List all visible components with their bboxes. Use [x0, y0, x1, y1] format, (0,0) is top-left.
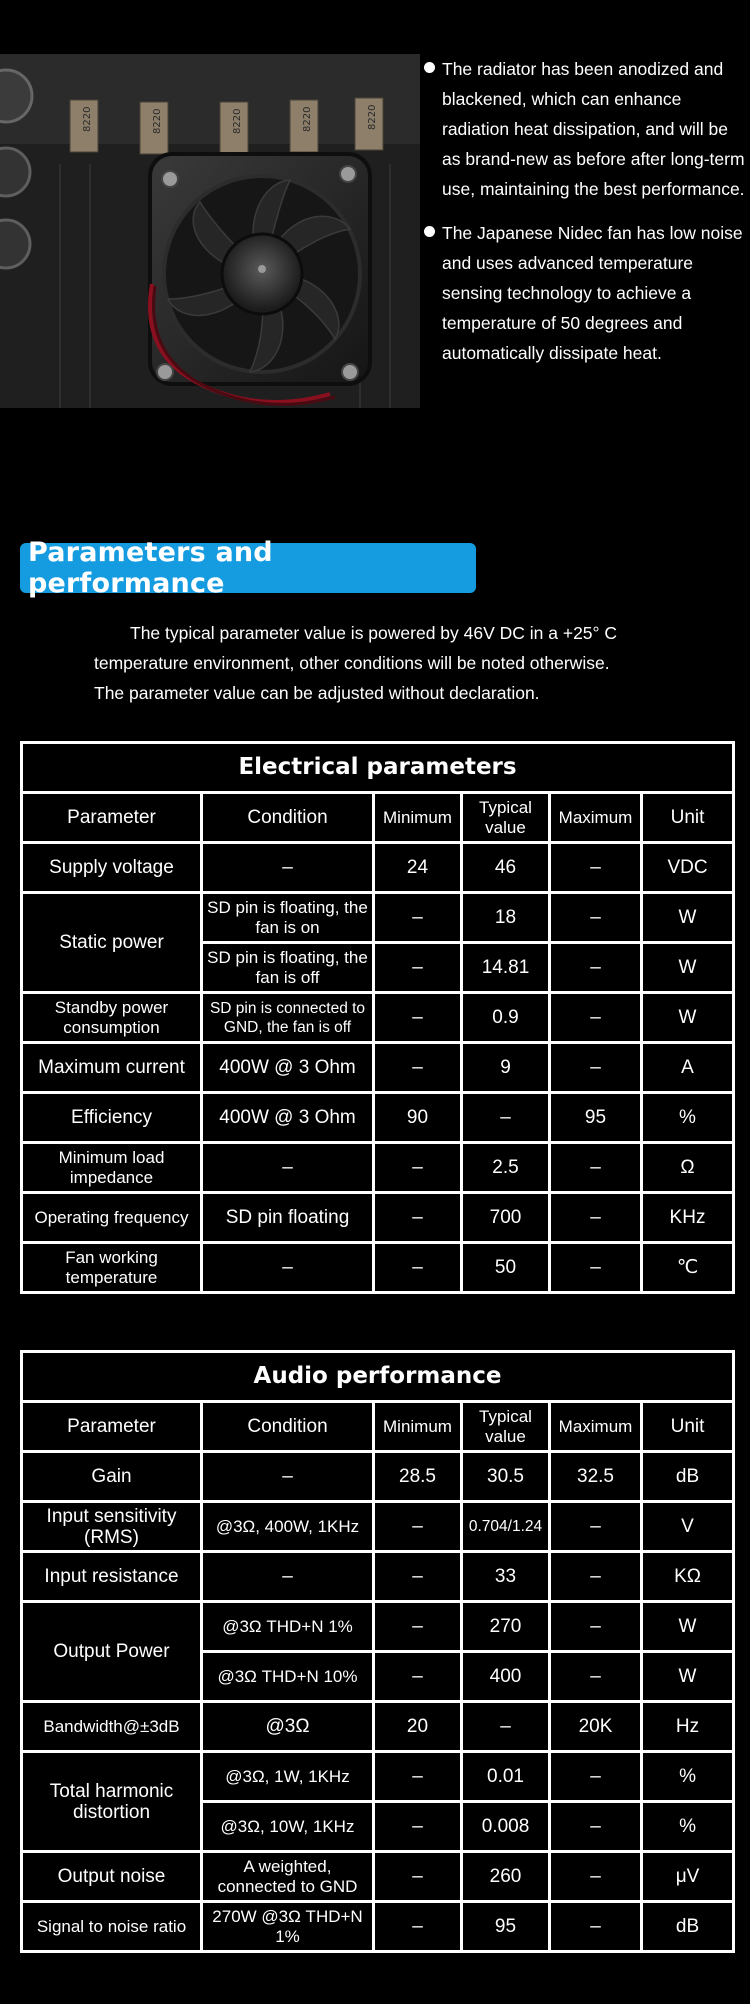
- cell-unit: Ω: [642, 1143, 734, 1193]
- intro-line: The typical parameter value is powered by 46V DC in a +25° C: [130, 623, 618, 643]
- cell-parameter: Operating frequency: [22, 1193, 202, 1243]
- cell-unit: A: [642, 1043, 734, 1093]
- feature-bullet-list: [420, 54, 750, 382]
- cell-minimum: –: [374, 1143, 462, 1193]
- chip-label: 8220: [152, 108, 163, 134]
- cell-condition: –: [202, 1452, 374, 1502]
- cell-maximum: –: [550, 1243, 642, 1293]
- cell-typical: –: [462, 1702, 550, 1752]
- cell-condition: @3Ω: [202, 1702, 374, 1752]
- cell-unit: ℃: [642, 1243, 734, 1293]
- table-header-row: [22, 1402, 734, 1452]
- feature-text: The Japanese Nidec fan has low noise and uses advanced temperature sensing technology to achieve a temperature of 50 degrees and automatically dissipate heat.: [442, 223, 743, 363]
- cell-unit: KHz: [642, 1193, 734, 1243]
- intro-line: temperature environment, other conditions will be noted otherwise.: [94, 653, 610, 673]
- cell-unit: W: [642, 993, 734, 1043]
- column-header: Typical value: [462, 1402, 550, 1452]
- cell-unit: %: [642, 1093, 734, 1143]
- cell-unit: Hz: [642, 1702, 734, 1752]
- cell-minimum: –: [374, 1802, 462, 1852]
- cell-condition: @3Ω, 400W, 1KHz: [202, 1502, 374, 1552]
- cell-minimum: –: [374, 1243, 462, 1293]
- cell-condition: –: [202, 1552, 374, 1602]
- cell-typical: 270: [462, 1602, 550, 1652]
- column-header: Condition: [202, 793, 374, 843]
- fan-heatsink-photo: [0, 54, 420, 408]
- cell-minimum: –: [374, 1552, 462, 1602]
- column-header: Unit: [642, 1402, 734, 1452]
- table-row: [22, 1502, 734, 1552]
- cell-typical: 2.5: [462, 1143, 550, 1193]
- cell-parameter: Fan working temperature: [22, 1243, 202, 1293]
- table-title-row: [22, 743, 734, 793]
- cell-typical: 33: [462, 1552, 550, 1602]
- table-row: [22, 1852, 734, 1902]
- cell-typical: 0.704/1.24: [462, 1502, 550, 1552]
- cell-unit: dB: [642, 1902, 734, 1952]
- chip-label: 8220: [82, 106, 93, 132]
- cell-condition: @3Ω THD+N 1%: [202, 1602, 374, 1652]
- cell-condition: SD pin floating: [202, 1193, 374, 1243]
- cell-unit: V: [642, 1502, 734, 1552]
- cell-parameter: Input sensitivity (RMS): [22, 1502, 202, 1552]
- cell-typical: 9: [462, 1043, 550, 1093]
- table-row: [22, 1043, 734, 1093]
- cell-unit: VDC: [642, 843, 734, 893]
- cell-minimum: –: [374, 993, 462, 1043]
- cell-maximum: 32.5: [550, 1452, 642, 1502]
- cell-maximum: –: [550, 1652, 642, 1702]
- cell-unit: W: [642, 1652, 734, 1702]
- cell-maximum: –: [550, 1043, 642, 1093]
- cell-typical: 0.9: [462, 993, 550, 1043]
- table-row: [22, 1902, 734, 1952]
- cell-parameter: Output Power: [22, 1602, 202, 1702]
- intro-line: The parameter value can be adjusted without declaration.: [94, 683, 540, 703]
- cell-typical: –: [462, 1093, 550, 1143]
- cell-typical: 50: [462, 1243, 550, 1293]
- cell-condition: –: [202, 1243, 374, 1293]
- cell-maximum: –: [550, 1802, 642, 1852]
- cell-typical: 0.01: [462, 1752, 550, 1802]
- column-header: Condition: [202, 1402, 374, 1452]
- cell-minimum: 28.5: [374, 1452, 462, 1502]
- cell-maximum: –: [550, 843, 642, 893]
- cell-condition: 270W @3Ω THD+N 1%: [202, 1902, 374, 1952]
- cell-typical: 700: [462, 1193, 550, 1243]
- table-row: [22, 843, 734, 893]
- column-header: Maximum: [550, 1402, 642, 1452]
- cell-parameter: Gain: [22, 1452, 202, 1502]
- cell-unit: dB: [642, 1452, 734, 1502]
- cell-parameter: Bandwidth@±3dB: [22, 1702, 202, 1752]
- cell-condition: @3Ω, 1W, 1KHz: [202, 1752, 374, 1802]
- cell-parameter: Supply voltage: [22, 843, 202, 893]
- table-title-row: [22, 1352, 734, 1402]
- cell-parameter: Output noise: [22, 1852, 202, 1902]
- cell-minimum: –: [374, 1902, 462, 1952]
- cell-minimum: –: [374, 1752, 462, 1802]
- electrical-parameters-table: [20, 741, 735, 1294]
- audio-performance-table: [20, 1350, 735, 1953]
- intro-paragraph: [94, 618, 694, 708]
- column-header: Minimum: [374, 793, 462, 843]
- cell-minimum: 90: [374, 1093, 462, 1143]
- cell-parameter: Efficiency: [22, 1093, 202, 1143]
- cell-minimum: –: [374, 893, 462, 943]
- cell-typical: 18: [462, 893, 550, 943]
- cell-parameter: Standby power consumption: [22, 993, 202, 1043]
- cell-maximum: 95: [550, 1093, 642, 1143]
- table-title: Electrical parameters: [22, 743, 734, 793]
- cell-condition: @3Ω, 10W, 1KHz: [202, 1802, 374, 1852]
- cell-minimum: 24: [374, 843, 462, 893]
- table-row: [22, 1143, 734, 1193]
- cell-unit: %: [642, 1802, 734, 1852]
- chip-label: 8220: [367, 104, 378, 130]
- column-header: Parameter: [22, 1402, 202, 1452]
- column-header: Maximum: [550, 793, 642, 843]
- hero-section: [0, 54, 750, 408]
- cell-minimum: –: [374, 1502, 462, 1552]
- column-header: Minimum: [374, 1402, 462, 1452]
- cell-maximum: –: [550, 1502, 642, 1552]
- section-banner: [20, 537, 476, 599]
- chip-label: 8220: [302, 106, 313, 132]
- cell-parameter: Minimum load impedance: [22, 1143, 202, 1193]
- table-row: [22, 1552, 734, 1602]
- cell-condition: A weighted, connected to GND: [202, 1852, 374, 1902]
- feature-bullet: [420, 218, 750, 368]
- cell-minimum: –: [374, 1043, 462, 1093]
- cell-parameter: Signal to noise ratio: [22, 1902, 202, 1952]
- cell-minimum: –: [374, 1652, 462, 1702]
- cell-minimum: –: [374, 1852, 462, 1902]
- cell-condition: 400W @ 3 Ohm: [202, 1093, 374, 1143]
- cell-typical: 260: [462, 1852, 550, 1902]
- cell-maximum: –: [550, 1143, 642, 1193]
- cell-unit: W: [642, 943, 734, 993]
- cell-typical: 400: [462, 1652, 550, 1702]
- table-row: [22, 1752, 734, 1802]
- cell-maximum: –: [550, 1552, 642, 1602]
- bullet-dot-icon: [424, 62, 435, 73]
- cell-parameter: Total harmonic distortion: [22, 1752, 202, 1852]
- cell-condition: @3Ω THD+N 10%: [202, 1652, 374, 1702]
- cell-maximum: –: [550, 1752, 642, 1802]
- cell-condition: SD pin is floating, the fan is on: [202, 893, 374, 943]
- cell-maximum: –: [550, 893, 642, 943]
- cell-typical: 30.5: [462, 1452, 550, 1502]
- cell-unit: W: [642, 893, 734, 943]
- cell-maximum: –: [550, 1602, 642, 1652]
- cell-minimum: –: [374, 943, 462, 993]
- cell-maximum: –: [550, 1193, 642, 1243]
- cell-typical: 14.81: [462, 943, 550, 993]
- cell-unit: %: [642, 1752, 734, 1802]
- cell-unit: KΩ: [642, 1552, 734, 1602]
- cell-unit: W: [642, 1602, 734, 1652]
- cell-condition: 400W @ 3 Ohm: [202, 1043, 374, 1093]
- cell-condition: SD pin is floating, the fan is off: [202, 943, 374, 993]
- cell-typical: 0.008: [462, 1802, 550, 1852]
- table-row: [22, 1702, 734, 1752]
- chip-label: 8220: [232, 108, 243, 134]
- table-row: [22, 1193, 734, 1243]
- cell-maximum: 20K: [550, 1702, 642, 1752]
- cell-maximum: –: [550, 1902, 642, 1952]
- cell-condition: –: [202, 843, 374, 893]
- fan-illustration: [0, 54, 420, 408]
- table-title: Audio performance: [22, 1352, 734, 1402]
- cell-typical: 95: [462, 1902, 550, 1952]
- table-header-row: [22, 793, 734, 843]
- cell-condition: SD pin is connected to GND, the fan is off: [202, 993, 374, 1043]
- cell-parameter: Maximum current: [22, 1043, 202, 1093]
- feature-bullet: [420, 54, 750, 204]
- cell-parameter: Static power: [22, 893, 202, 993]
- table-row: [22, 993, 734, 1043]
- table-row: [22, 1602, 734, 1652]
- table-row: [22, 1243, 734, 1293]
- cell-maximum: –: [550, 1852, 642, 1902]
- cell-minimum: –: [374, 1193, 462, 1243]
- table-row: [22, 893, 734, 943]
- cell-maximum: –: [550, 943, 642, 993]
- cell-unit: μV: [642, 1852, 734, 1902]
- column-header: Parameter: [22, 793, 202, 843]
- column-header: Unit: [642, 793, 734, 843]
- cell-maximum: –: [550, 993, 642, 1043]
- cell-minimum: 20: [374, 1702, 462, 1752]
- cell-minimum: –: [374, 1602, 462, 1652]
- cell-condition: –: [202, 1143, 374, 1193]
- cell-parameter: Input resistance: [22, 1552, 202, 1602]
- feature-text: The radiator has been anodized and blackened, which can enhance radiation heat dissipation, and will be as brand-new as before after long-term use, maintaining the best performance.: [442, 59, 745, 199]
- table-row: [22, 1093, 734, 1143]
- table-row: [22, 1452, 734, 1502]
- bullet-dot-icon: [424, 226, 435, 237]
- cell-typical: 46: [462, 843, 550, 893]
- section-title: Parameters and performance: [28, 537, 273, 599]
- column-header: Typical value: [462, 793, 550, 843]
